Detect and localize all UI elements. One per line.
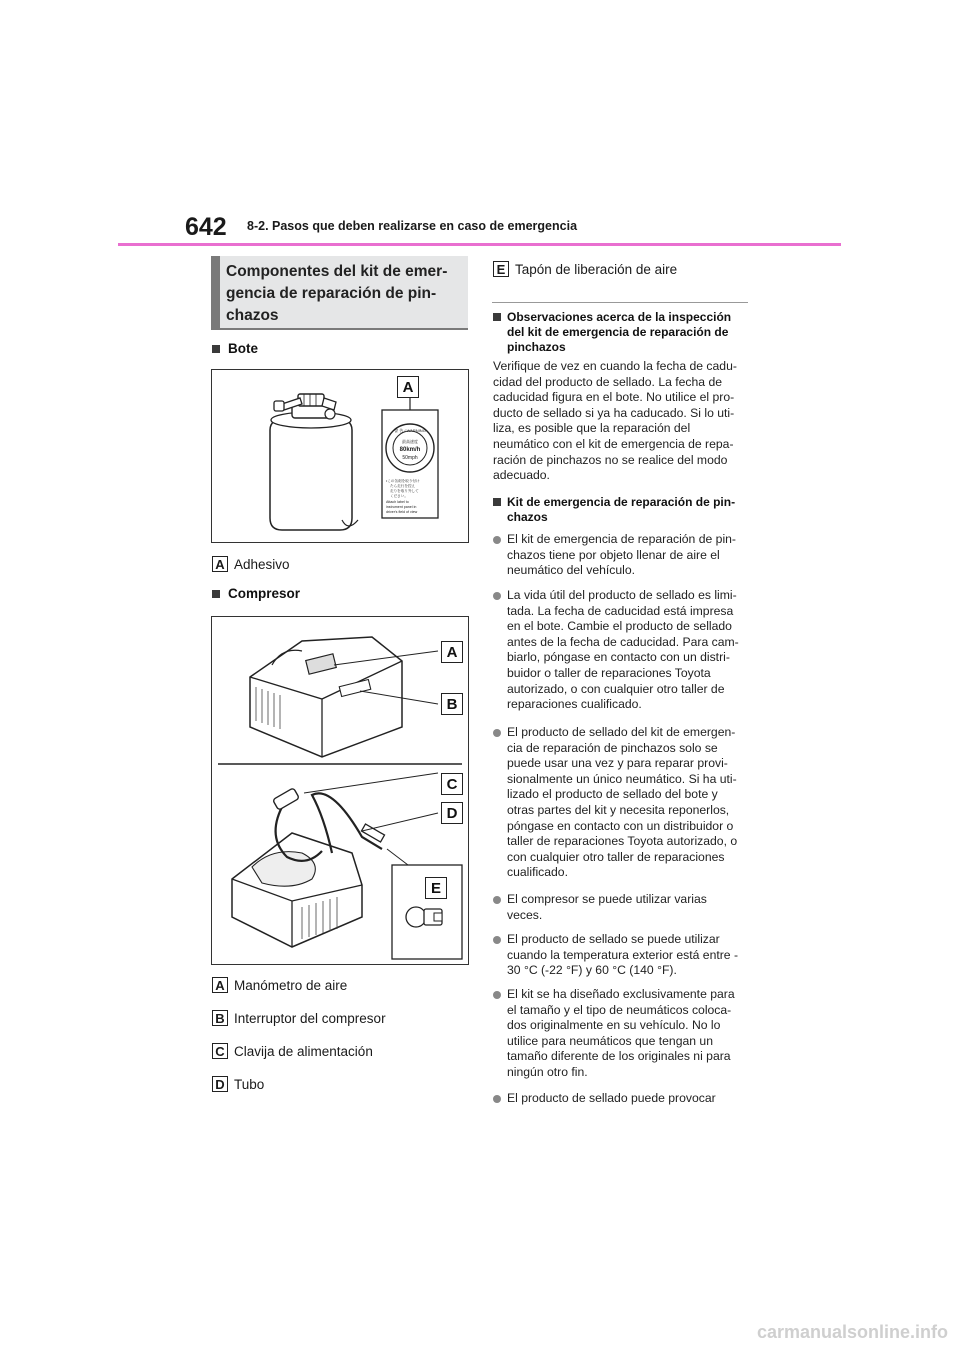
bullet-line: sionalmente un único neumático. Si ha uti- [507, 771, 737, 786]
observaciones-heading-text [507, 310, 751, 355]
paragraph-line: ración de pinchazos no se realice del modo [493, 452, 728, 467]
legend-letter: A [212, 977, 228, 993]
bullet-line: en el bote. Cambie el producto de sellado [507, 619, 732, 634]
bote-heading [212, 341, 258, 356]
legend-row [493, 261, 677, 277]
bullet-line: cualificado. [507, 865, 568, 880]
sticker-text: driver's field of view [386, 510, 418, 514]
figure-label-d: D [441, 802, 463, 824]
legend-letter: C [212, 1043, 228, 1059]
bullet-line: antes de la fecha de caducidad. Para cam- [507, 634, 739, 649]
paragraph-line: cidad del producto de sellado. La fecha de [493, 374, 723, 389]
bullet-line: El producto de sellado se puede utilizar [507, 932, 720, 946]
bullet-line: El kit de emergencia de reparación de pin- [507, 532, 736, 546]
legend-letter: B [212, 1010, 228, 1026]
bullet-line: otras partes del kit y necesita reponerlos, [507, 802, 730, 817]
divider [492, 302, 748, 303]
bullet-line: veces. [507, 907, 543, 922]
heading-line: del kit de emergencia de reparación de [507, 325, 729, 339]
bullet-line: El compresor se puede utilizar varias [507, 892, 707, 906]
bullet-line: con cualquier otro taller de reparaciones [507, 849, 725, 864]
paragraph-line: caducidad figura en el bote. No utilice el pro- [493, 390, 735, 405]
bullet-line: El kit se ha diseñado exclusivamente para [507, 987, 735, 1001]
bullet-line: tada. La fecha de caducidad está impresa [507, 603, 734, 618]
round-bullet-icon [493, 896, 501, 904]
bullet-item [493, 932, 755, 979]
section-title: 8-2. Pasos que deben realizarse en caso de emergencia [247, 219, 578, 233]
bullet-line: biarlo, póngase en contacto con un distri- [507, 650, 730, 665]
paragraph-line: adecuado. [493, 468, 550, 483]
paragraph-line: liza, es posible que la reparación del [493, 421, 691, 436]
observaciones-paragraph [493, 359, 753, 484]
round-bullet-icon [493, 1095, 501, 1103]
bullet-line: 30 °C (-22 °F) y 60 °C (140 °F). [507, 963, 677, 978]
legend-text: Clavija de alimentación [234, 1043, 373, 1059]
figure-label-a: A [397, 376, 419, 398]
round-bullet-icon [493, 592, 501, 600]
legend-row [212, 977, 347, 993]
figure-label-c: C [441, 773, 463, 795]
bullet-line: puede usar una vez y para reparar provi- [507, 756, 728, 771]
components-heading-bar [211, 256, 220, 328]
bullet-line: neumático del vehículo. [507, 563, 636, 578]
sticker-speed-mph: 50mph [402, 455, 418, 461]
compresor-heading-text: Compresor [228, 586, 301, 601]
bullet-item [493, 892, 755, 923]
components-title-line: gencia de reparación de pin- [226, 285, 437, 302]
bullet-line: taller de reparaciones Toyota autorizado, o [507, 834, 738, 849]
legend-row [212, 1043, 373, 1059]
bote-heading-text: Bote [228, 341, 258, 356]
sticker-text: 走りを取り外して [390, 489, 419, 493]
bullet-line: lizado el producto de sellado del bote y [507, 787, 718, 802]
sticker-text: たら走行を控え [390, 484, 416, 488]
figure-label-e: E [425, 877, 447, 899]
components-heading-title [226, 261, 464, 327]
square-bullet-icon [212, 590, 220, 598]
round-bullet-icon [493, 936, 501, 944]
paragraph-line: Verifique de vez en cuando la fecha de cadu- [493, 359, 737, 373]
sticker-warning: 警 告 / WARNING [394, 428, 426, 433]
legend-letter: D [212, 1076, 228, 1092]
bullet-item [493, 1091, 755, 1107]
bullet-item [493, 588, 755, 713]
bullet-line: buidor o taller de reparaciones Toyota [507, 665, 711, 680]
compresor-figure [211, 616, 469, 965]
legend-row [212, 1076, 264, 1092]
bullet-line: El producto de sellado puede provocar [507, 1091, 716, 1105]
bullet-line: dos originalmente en su vehículo. No lo [507, 1018, 721, 1033]
legend-text: Manómetro de aire [234, 977, 348, 993]
bullet-line: cia de reparación de pinchazos solo se [507, 740, 718, 755]
bullet-line: ningún otro fin. [507, 1064, 588, 1079]
observaciones-heading [493, 310, 751, 355]
heading-line: Observaciones acerca de la inspección [507, 310, 732, 324]
heading-line: pinchazos [507, 340, 566, 354]
round-bullet-icon [493, 536, 501, 544]
page-number: 642 [185, 213, 227, 241]
compresor-heading [212, 586, 300, 601]
kit-heading-text [507, 495, 751, 525]
sticker-text: Attach label to [386, 500, 409, 504]
sticker-text: 最高速度 [402, 439, 418, 444]
round-bullet-icon [493, 991, 501, 999]
components-title-line: Componentes del kit de emer- [226, 263, 448, 280]
paragraph-line: ducto de sellado si ya ha caducado. Si lo uti- [493, 405, 735, 420]
bullet-line: autorizado, o con cualquier otro taller de [507, 681, 725, 696]
square-bullet-icon [493, 313, 501, 321]
header-rule [118, 243, 841, 246]
sealant-bottle-illustration [212, 370, 468, 542]
bullet-item [493, 987, 755, 1081]
legend-row [212, 1010, 386, 1026]
figure-label-b: B [441, 693, 463, 715]
bullet-line: utilice para neumáticos que tengan un [507, 1033, 713, 1048]
kit-heading [493, 495, 751, 525]
bullet-line: La vida útil del producto de sellado es limi- [507, 588, 737, 602]
bullet-line: cuando la temperatura exterior está entre - [507, 947, 739, 962]
watermark: carmanualsonline.info [756, 1322, 948, 1342]
bullet-line: reparaciones cualificado. [507, 697, 642, 712]
bullet-line: póngase en contacto con un distribuidor o [507, 818, 734, 833]
components-title-line: chazos [226, 307, 279, 324]
legend-text: Tubo [234, 1076, 265, 1092]
sticker-text: ください。 [390, 494, 408, 498]
bullet-line: el tamaño y el tipo de neumáticos coloca- [507, 1002, 732, 1017]
legend-row [212, 556, 290, 572]
legend-text: Interruptor del compresor [234, 1010, 386, 1026]
bullet-item [493, 725, 755, 881]
compressor-illustration [212, 617, 468, 964]
sticker-speed: 80km/h [399, 447, 421, 453]
bote-figure [211, 369, 469, 543]
heading-line: Kit de emergencia de reparación de pin- [507, 495, 736, 509]
round-bullet-icon [493, 729, 501, 737]
paragraph-line: neumático con el kit de emergencia de repa- [493, 436, 734, 451]
components-heading-rule [211, 328, 468, 330]
bullet-item [493, 532, 755, 579]
legend-text: Tapón de liberación de aire [515, 261, 678, 277]
bullet-line: chazos tiene por objeto llenar de aire el [507, 547, 720, 562]
legend-letter: A [212, 556, 228, 572]
figure-label-a: A [441, 641, 463, 663]
bullet-line: tamaño diferente de los originales ni para [507, 1049, 731, 1064]
square-bullet-icon [493, 498, 501, 506]
legend-text: Adhesivo [234, 556, 290, 572]
sticker-text: •この缶剤を取り付け [386, 479, 420, 483]
legend-letter: E [493, 261, 509, 277]
square-bullet-icon [212, 345, 220, 353]
bullet-line: El producto de sellado del kit de emergen- [507, 725, 736, 739]
heading-line: chazos [507, 510, 548, 524]
sticker-text: instrument panel in [386, 505, 417, 509]
